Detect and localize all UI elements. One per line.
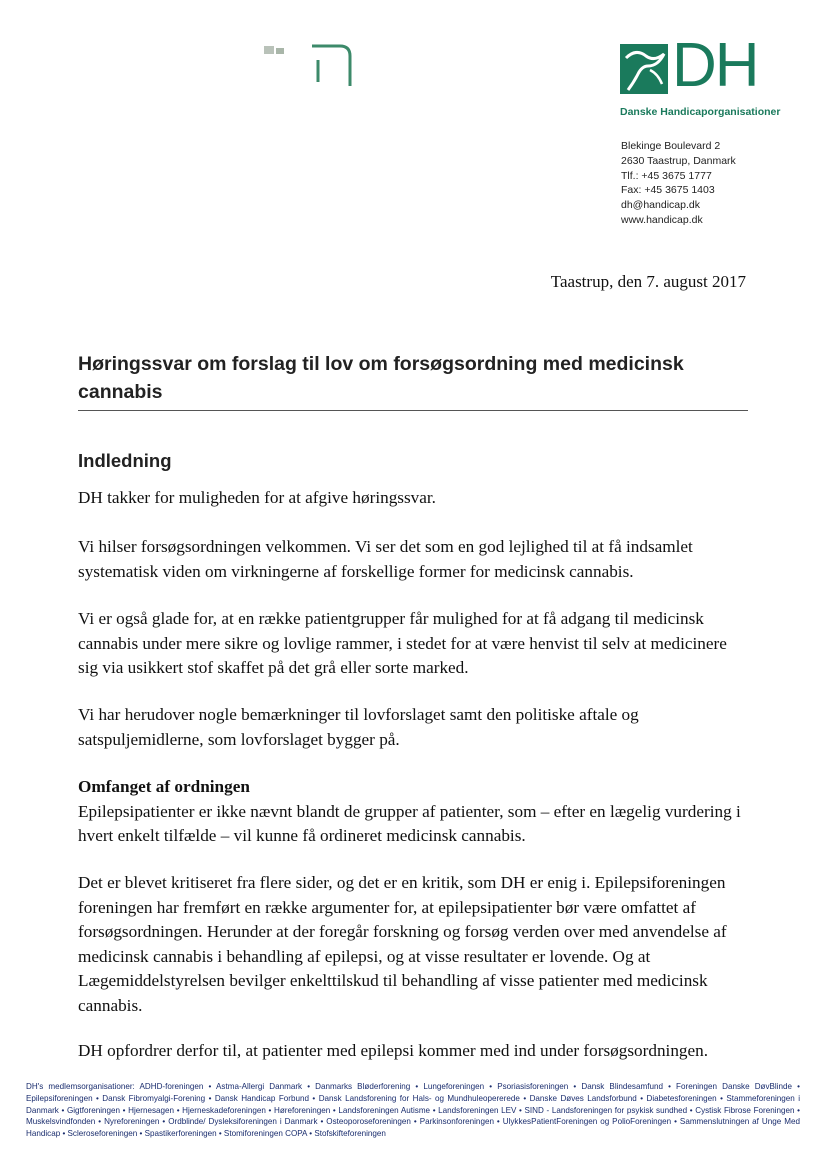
address-block — [621, 139, 736, 228]
paragraph: DH opfordrer derfor til, at patienter med epilepsi kommer med ind under forsøgsordningen. — [78, 1041, 709, 1060]
paragraph: Vi hilser forsøgsordningen velkommen. Vi ser det som en god lejlighed til at få indsamlet systematisk viden om virkningerne af forskellige former for medicinsk cannabis. — [78, 537, 693, 581]
footer-label: DH's medlemsorganisationer: — [26, 1082, 135, 1091]
paragraph: Vi har herudover nogle bemærkninger til lovforslaget samt den politiske aftale og satspuljemidlerne, som lovforslaget bygger på. — [78, 705, 639, 749]
address-phone: Tlf.: +45 3675 1777 — [621, 169, 712, 182]
address-fax: Fax: +45 3675 1403 — [621, 184, 715, 197]
paragraph: Det er blevet kritiseret fra flere sider, og det er en kritik, som DH er enig i. Epilepsiforeningen foreningen har fremført en række argumenter for, at epilepsipatienter bør være omfattet af forsøgsordningen. Herunder at der foregår forskning og forsøg verden over med anvendelse af medicinsk cannabis i behandling af epilepsi, og at visse resultater er lovende. Og at Lægemiddelstyrelsen bevilger enkelttilskud til behandling af visse patienter med medicinsk cannabis. — [78, 873, 727, 1015]
organisation-name: Danske Handicaporganisationer — [620, 106, 781, 118]
paragraph: Vi er også glade for, at en række patientgrupper får mulighed for at få adgang til medicinsk cannabis under mere sikre og lovlige rammer, i stedet for at være henvist til selv at medicinere sig via usikkert stof skaffet på det grå eller sorte marked. — [78, 609, 727, 678]
section-heading: Omfanget af ordningen — [78, 777, 250, 796]
letter-date: Taastrup, den 7. august 2017 — [550, 272, 746, 291]
address-web[interactable]: www.handicap.dk — [621, 213, 703, 226]
paragraph: DH takker for muligheden for at afgive høringssvar. — [78, 488, 436, 507]
dh-logo — [620, 31, 785, 122]
address-city: 2630 Taastrup, Danmark — [621, 154, 736, 167]
paragraph: Epilepsipatienter er ikke nævnt blandt de grupper af patienter, som – efter en lægelig vurdering i hvert enkelt tilfælde – vil kunne få ordineret medicinsk cannabis. — [78, 801, 741, 846]
address-email[interactable]: dh@handicap.dk — [621, 199, 700, 212]
received-stamp — [262, 42, 358, 90]
intro-heading: Indledning — [78, 450, 172, 471]
logo-letters: DH — [672, 31, 758, 100]
bird-logo-icon — [620, 44, 668, 94]
section-block — [78, 775, 750, 849]
document-title: Høringssvar om forslag til lov om forsøgsordning med medicinsk cannabis — [78, 350, 748, 411]
member-organisations-footer — [26, 1081, 800, 1140]
address-street: Blekinge Boulevard 2 — [621, 140, 721, 152]
footer-text: ADHD-foreningen • Astma-Allergi Danmark • Danmarks Bløderforening • Lungeforeningen • Psoriasisforeningen • Dansk Blindesamfund • Foreningen Danske DøvBlinde • Epilepsiforeningen • Dansk Fibromyalgi-Forening • Dansk Handicap Forbund • Dansk Landsforening for Hals- og Mundhuleopererede • Danske Døves Landsforbund • Diabetesforeningen • Stammeforeningen i Danmark • Gigtforeningen • Hjernesagen • Hjerneskadeforeningen • Høreforeningen • Landsforeningen Autisme • Landsforeningen LEV • SIND - Landsforeningen for psykisk sundhed • Cystisk Fibrose Foreningen • Muskelsvindfonden • Nyreforeningen • Ordblinde/ Dysleksiforeningen i Danmark • Osteoporoseforeningen • Parkinsonforeningen • UlykkesPatientForeningen og PolioForeningen • Sammenslutningen af Unge Med Handicap • Scleroseforeningen • Spastikerforeningen • Stomiforeningen COPA • Stofskifteforeningen — [26, 1082, 800, 1139]
